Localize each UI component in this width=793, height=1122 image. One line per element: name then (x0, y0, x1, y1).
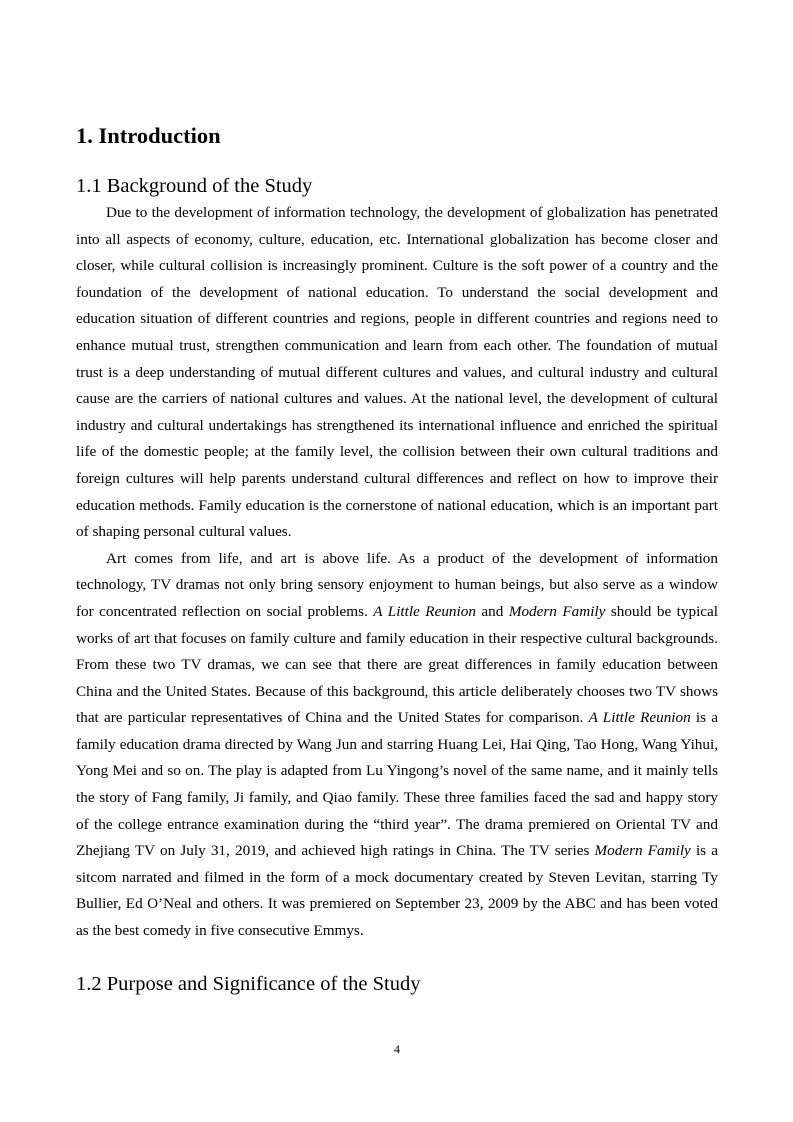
title-italic: A Little Reunion (588, 709, 691, 727)
section-heading-background: 1.1 Background of the Study (76, 175, 313, 197)
text-run: should be typical works of art that focuses on family culture and family education in their respective cultural backgrounds. From these two TV dramas, we can see that there are great differences in family education between China and the United States. Because of this background, this article deliberately chooses two TV shows that are particular representatives of China and the United States for comparison. (76, 602, 719, 727)
text-run: Art comes from life, and art is above life. As a product of the development of information technology, TV dramas not only bring sensory enjoyment to human beings, but also serve as a window for concentrated reflection on social problems. (76, 549, 718, 620)
text-run: and (475, 602, 509, 620)
text-run: is a family education drama directed by Wang Jun and starring Huang Lei, Hai Qing, Tao Hong, Wang Yihui, Yong Mei and so on. The play is adapted from Lu Yingong’s novel of the same name, and it mainly tells the story of Fang family, Ji family, and Qiao family. These three families faced the sad and happy story of the college entrance examination during the “third year”. The drama premiered on Oriental TV and Zhejiang TV on July 31, 2019, and achieved high ratings in China. The TV series (76, 709, 719, 860)
title-italic: A Little Reunion (373, 602, 476, 620)
text-run: Due to the development of information technology, the development of globalization has penetrated into all aspects of economy, culture, education, etc. International globalization has become closer and closer, while cultural collision is increasingly prominent. Culture is the soft power of a country and the foundation of the development of national education. To understand the social development and education situation of different countries and regions, people in different countries and regions need to enhance mutual trust, strengthen communication and learn from each other. The foundation of mutual trust is a deep understanding of mutual different cultures and values, and cultural industry and cultural cause are the carriers of national cultures and values. At the national level, the development of cultural industry and cultural undertakings has strengthened its international influence and enriched the spiritual life of the domestic people; at the family level, the collision between their own cultural traditions and foreign cultures will help parents understand cultural differences and reflect on how to improve their education methods. Family education is the cornerstone of national education, which is an important part of shaping personal cultural values. (76, 204, 718, 541)
chapter-heading: 1. Introduction (76, 123, 221, 148)
page-number: 4 (394, 1042, 400, 1056)
title-italic: Modern Family (508, 602, 606, 620)
section-heading-purpose: 1.2 Purpose and Significance of the Study (76, 973, 421, 995)
section-body-background (76, 200, 718, 945)
paragraph (76, 200, 718, 546)
text-run: is a sitcom narrated and filmed in the form of a mock documentary created by Steven Levitan, starring Ty Bullier, Ed O’Neal and others. It was premiered on September 23, 2009 by the ABC and has been voted as the best comedy in five consecutive Emmys. (76, 842, 718, 940)
document-page (76, 0, 718, 1122)
title-italic: Modern Family (594, 842, 691, 860)
paragraph (76, 546, 718, 945)
